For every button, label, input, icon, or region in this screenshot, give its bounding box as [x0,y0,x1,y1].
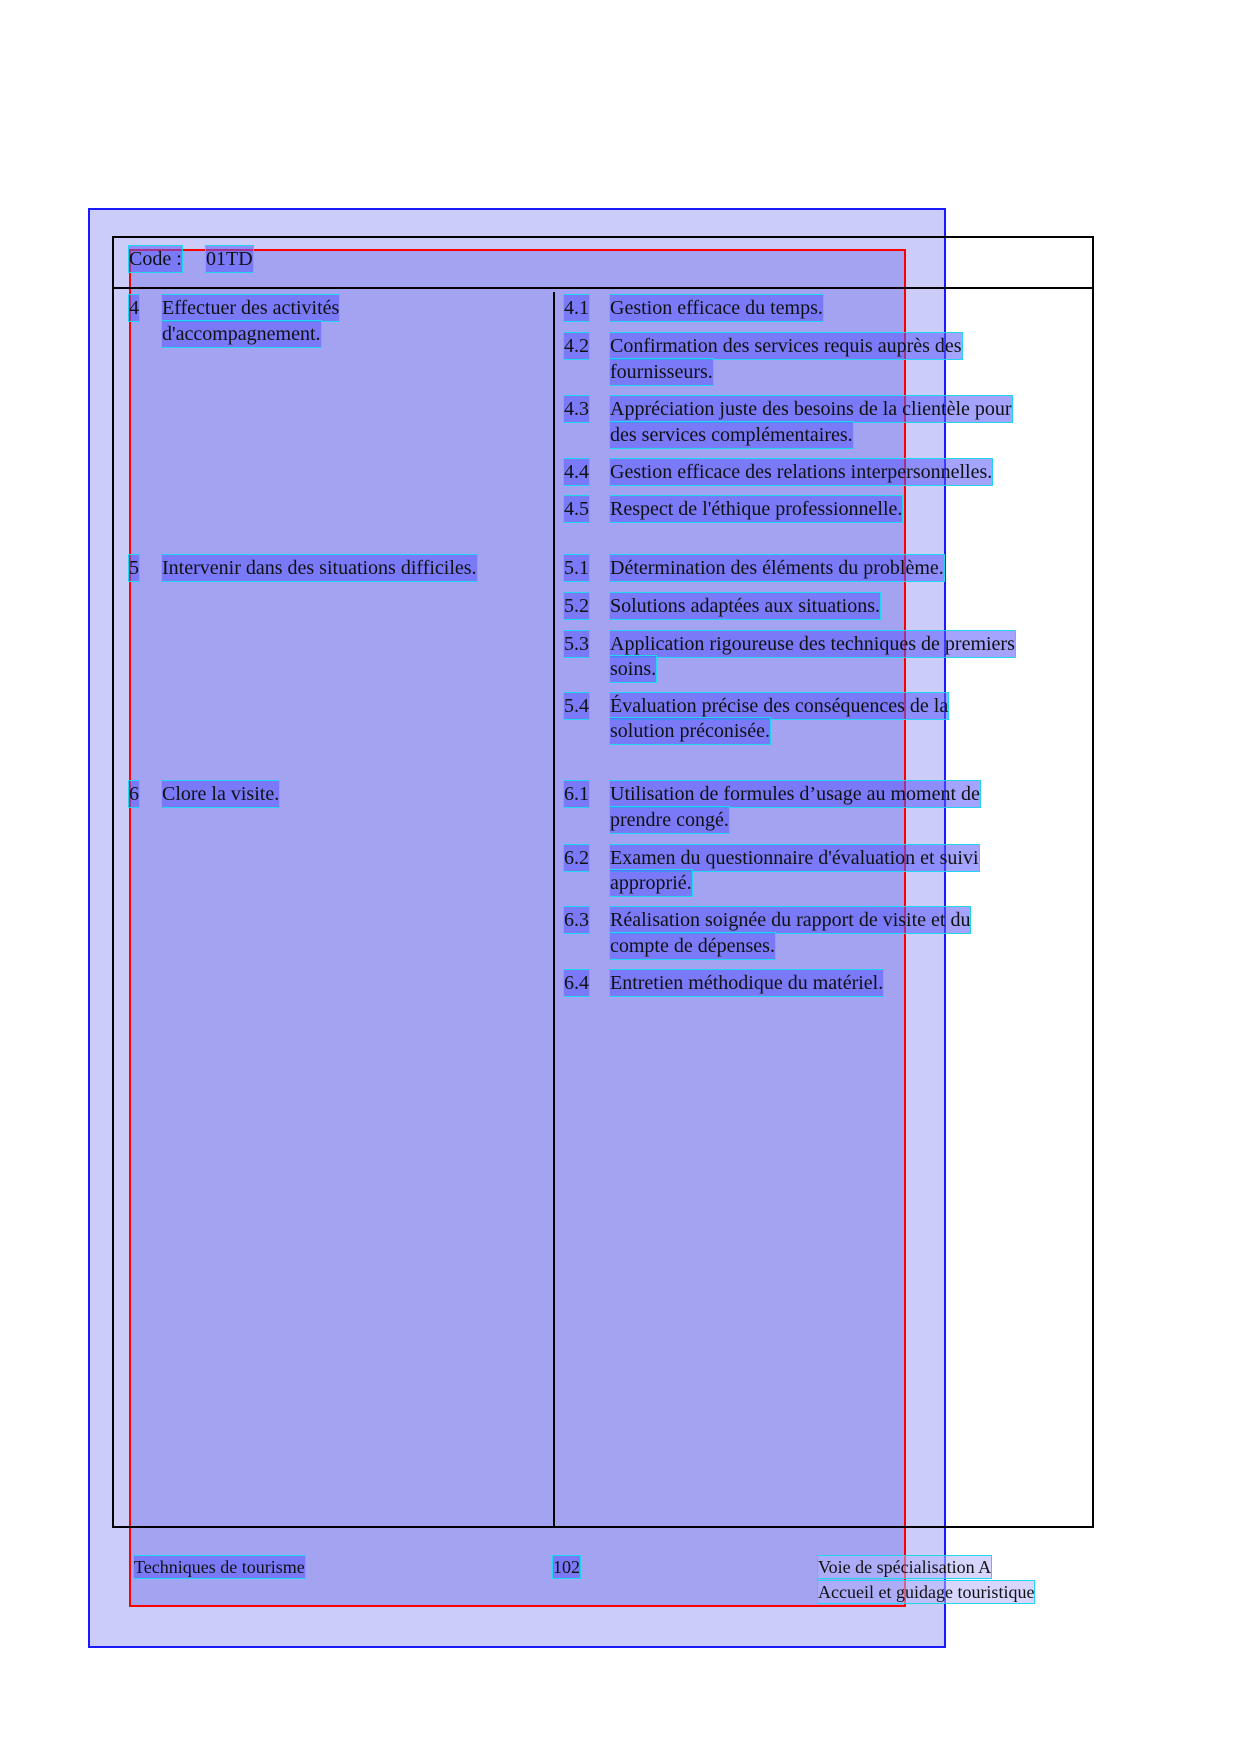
page-frame [112,236,1094,1528]
criterion-number: 4.4 [564,461,589,483]
criterion-text-cont: solution préconisée. [610,720,770,742]
footer-specialization: Voie de spécialisation A [818,1557,992,1577]
criterion-text: Réalisation soignée du rapport de visite et du [610,909,971,931]
criterion-text: Gestion efficace des relations interpersonnelles. [610,461,993,483]
criterion-number: 5.1 [564,557,589,579]
criterion-text: Solutions adaptées aux situations. [610,595,880,617]
code-label: Code : [129,248,182,270]
criterion-number: 4.1 [564,297,589,319]
criterion-number: 4.2 [564,335,589,357]
criterion-text-cont: compte de dépenses. [610,935,775,957]
criterion-number: 5.3 [564,633,589,655]
criterion-number: 6.1 [564,783,589,805]
footer-specialization-sub: Accueil et guidage touristique [818,1582,1035,1602]
header-rule [112,287,1094,289]
left-item-text: Clore la visite. [162,783,280,805]
criterion-number: 5.2 [564,595,589,617]
criterion-text: Détermination des éléments du problème. [610,557,944,579]
criterion-text-cont: approprié. [610,872,692,894]
criterion-text: Respect de l'éthique professionnelle. [610,498,903,520]
left-item-text-cont: d'accompagnement. [162,323,321,345]
criterion-text: Gestion efficace du temps. [610,297,823,319]
criterion-text-cont: des services complémentaires. [610,424,853,446]
left-item-number: 6 [129,783,139,805]
footer-program: Techniques de tourisme [134,1557,305,1577]
criterion-number: 6.2 [564,847,589,869]
criterion-text: Application rigoureuse des techniques de premiers [610,633,1015,655]
column-divider [553,292,555,1528]
criterion-number: 6.3 [564,909,589,931]
criterion-number: 4.5 [564,498,589,520]
footer-page-number: 102 [553,1557,580,1577]
criterion-text: Entretien méthodique du matériel. [610,972,884,994]
criterion-text: Évaluation précise des conséquences de la [610,695,949,717]
criterion-text: Examen du questionnaire d'évaluation et suivi [610,847,979,869]
criterion-text-cont: soins. [610,658,657,680]
criterion-number: 6.4 [564,972,589,994]
left-item-number: 4 [129,297,139,319]
left-item-text: Intervenir dans des situations difficiles. [162,557,477,579]
criterion-number: 4.3 [564,398,589,420]
criterion-number: 5.4 [564,695,589,717]
criterion-text: Confirmation des services requis auprès des [610,335,962,357]
left-item-number: 5 [129,557,139,579]
code-value: 01TD [206,248,253,270]
left-item-text: Effectuer des activités [162,297,340,319]
criterion-text: Appréciation juste des besoins de la clientèle pour [610,398,1012,420]
criterion-text-cont: fournisseurs. [610,361,713,383]
criterion-text-cont: prendre congé. [610,809,729,831]
criterion-text: Utilisation de formules d’usage au moment de [610,783,980,805]
